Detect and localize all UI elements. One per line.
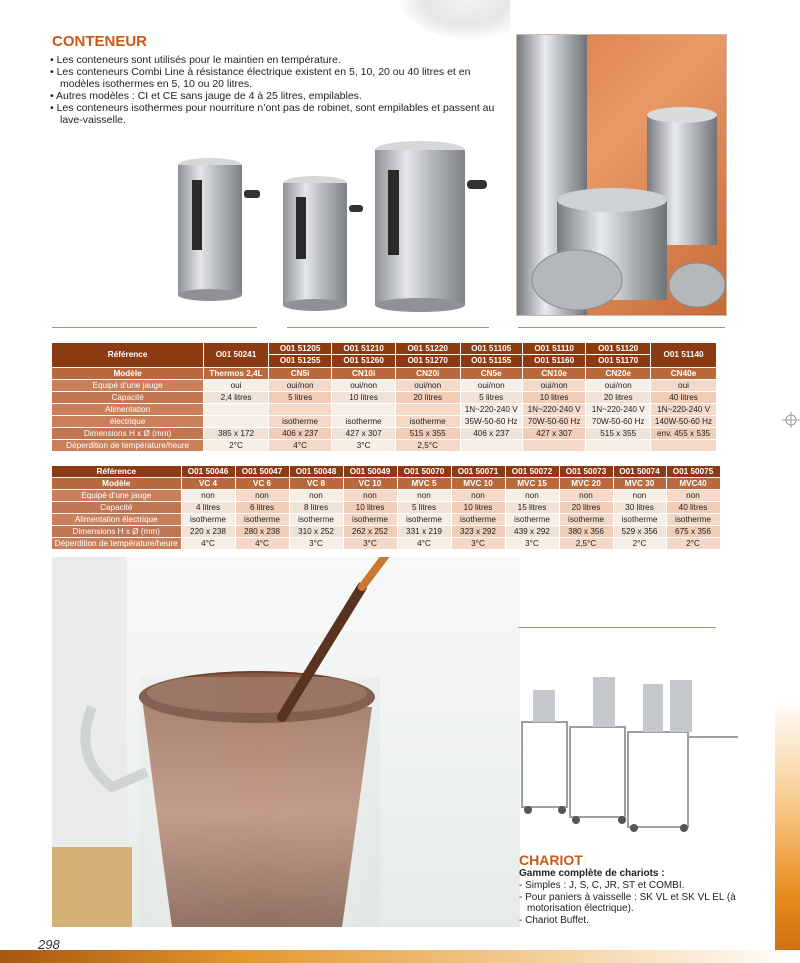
bullet-item: • Les conteneurs Combi Line à résistance électrique existent en 5, 10, 20 ou 40 litres et en modèles isothermes en 5, 10 ou 20 litres. bbox=[50, 66, 500, 90]
reference-cell: O01 50047 bbox=[235, 466, 289, 478]
model-cell: CN10e bbox=[522, 368, 586, 380]
table-cell: 2,4 litres bbox=[204, 392, 269, 404]
table-cell bbox=[460, 440, 522, 452]
table-row bbox=[52, 440, 717, 452]
model-cell: MVC 10 bbox=[451, 478, 505, 490]
row-label: Déperdition de température/heure bbox=[52, 440, 204, 452]
table-cell: env. 455 x 535 bbox=[651, 428, 717, 440]
divider-line bbox=[287, 327, 489, 328]
table-cell bbox=[522, 440, 586, 452]
table-row bbox=[52, 526, 720, 538]
reference-cell: O01 51120 bbox=[586, 343, 651, 355]
table-cell: 2°C bbox=[204, 440, 269, 452]
chariot-title: CHARIOT bbox=[519, 852, 583, 868]
table-cell: 5 litres bbox=[397, 502, 451, 514]
table-cell: 439 x 292 bbox=[505, 526, 559, 538]
table-cell bbox=[332, 404, 396, 416]
table-cell bbox=[204, 404, 269, 416]
table-cell: 3°C bbox=[289, 538, 343, 550]
table-cell: 3°C bbox=[505, 538, 559, 550]
reference-row bbox=[52, 466, 720, 478]
table-cell: 1N~220-240 V bbox=[586, 404, 651, 416]
model-cell: CN40e bbox=[651, 368, 717, 380]
table-cell: 331 x 219 bbox=[397, 526, 451, 538]
table-cell: oui/non bbox=[586, 380, 651, 392]
table-cell: isotherme bbox=[181, 514, 235, 526]
table-cell: 70W-50-60 Hz bbox=[522, 416, 586, 428]
table-cell: isotherme bbox=[666, 514, 720, 526]
reference-cell: O01 50070 bbox=[397, 466, 451, 478]
table-cell: 515 x 355 bbox=[395, 428, 460, 440]
model-cell: CN10i bbox=[332, 368, 396, 380]
table-cell: 10 litres bbox=[332, 392, 396, 404]
divider-line bbox=[518, 627, 716, 628]
model-cell: MVC 15 bbox=[505, 478, 559, 490]
table-cell: 2°C bbox=[613, 538, 666, 550]
table-cell: oui bbox=[204, 380, 269, 392]
table-cell: isotherme bbox=[395, 416, 460, 428]
table-cell: isotherme bbox=[235, 514, 289, 526]
table-cell: 406 x 237 bbox=[268, 428, 332, 440]
reference-cell: O01 51155 bbox=[460, 355, 522, 368]
reference-cell: O01 51110 bbox=[522, 343, 586, 355]
chariot-subtitle: Gamme complète de chariots : bbox=[519, 868, 665, 879]
table-cell: 30 litres bbox=[613, 502, 666, 514]
table-cell: 5 litres bbox=[460, 392, 522, 404]
table-cell: 1N~220-240 V bbox=[651, 404, 717, 416]
table-cell: 2,5°C bbox=[559, 538, 613, 550]
table-cell: 4°C bbox=[268, 440, 332, 452]
reference-cell: O01 51220 bbox=[395, 343, 460, 355]
table-cell: 8 litres bbox=[289, 502, 343, 514]
bullet-item: • Les conteneurs isothermes pour nourriture n’ont pas de robinet, sont empilables et passent au lave-vaisselle. bbox=[50, 102, 500, 126]
table-cell: 4°C bbox=[181, 538, 235, 550]
table-row bbox=[52, 538, 720, 550]
table-cell: 1N~220-240 V bbox=[522, 404, 586, 416]
row-label: Dimensions H x Ø (mm) bbox=[52, 428, 204, 440]
table-cell: 323 x 292 bbox=[451, 526, 505, 538]
row-label: électrique bbox=[52, 416, 204, 428]
table-cell: 35W-50-60 Hz bbox=[460, 416, 522, 428]
reference-cell: O01 51260 bbox=[332, 355, 396, 368]
row-label: Alimentation bbox=[52, 404, 204, 416]
model-cell: VC 8 bbox=[289, 478, 343, 490]
row-label: Capacité bbox=[52, 502, 181, 514]
table-row bbox=[52, 490, 720, 502]
table-cell: non bbox=[343, 490, 397, 502]
table-cell: 427 x 307 bbox=[522, 428, 586, 440]
row-label: Equipé d’une jauge bbox=[52, 490, 181, 502]
table-cell: non bbox=[289, 490, 343, 502]
table-cell: 3°C bbox=[451, 538, 505, 550]
table-cell: 280 x 238 bbox=[235, 526, 289, 538]
table-cell: 427 x 307 bbox=[332, 428, 396, 440]
reference-cell: O01 50073 bbox=[559, 466, 613, 478]
table-row bbox=[52, 380, 717, 392]
reference-cell: O01 51255 bbox=[268, 355, 332, 368]
model-cell: CN5e bbox=[460, 368, 522, 380]
table-cell: 675 x 356 bbox=[666, 526, 720, 538]
table-cell: isotherme bbox=[289, 514, 343, 526]
reference-cell: O01 51140 bbox=[651, 343, 717, 368]
model-cell: MVC 5 bbox=[397, 478, 451, 490]
table-cell: 4 litres bbox=[181, 502, 235, 514]
table-cell: isotherme bbox=[613, 514, 666, 526]
model-cell: CN20i bbox=[395, 368, 460, 380]
table-cell: 2,5°C bbox=[395, 440, 460, 452]
list-item: - Chariot Buffet. bbox=[519, 915, 759, 927]
model-cell: CN5i bbox=[268, 368, 332, 380]
model-cell: MVC40 bbox=[666, 478, 720, 490]
table-cell: 385 x 172 bbox=[204, 428, 269, 440]
model-cell: VC 10 bbox=[343, 478, 397, 490]
footer-gradient-bar bbox=[0, 950, 800, 963]
model-cell: VC 6 bbox=[235, 478, 289, 490]
chariot-list bbox=[519, 880, 759, 926]
table-cell: 15 litres bbox=[505, 502, 559, 514]
table-cell: 20 litres bbox=[559, 502, 613, 514]
table-cell: 3°C bbox=[343, 538, 397, 550]
stacked-containers-illustration bbox=[517, 35, 726, 315]
table-cell bbox=[204, 416, 269, 428]
model-row bbox=[52, 368, 717, 380]
table-cell: oui/non bbox=[332, 380, 396, 392]
reference-cell: O01 50074 bbox=[613, 466, 666, 478]
urn-containers-photo bbox=[170, 135, 500, 315]
table-cell: 20 litres bbox=[586, 392, 651, 404]
divider-line bbox=[518, 327, 725, 328]
table-cell: isotherme bbox=[505, 514, 559, 526]
table-cell: 10 litres bbox=[343, 502, 397, 514]
table-cell bbox=[268, 404, 332, 416]
row-label: Déperdition de température/heure bbox=[52, 538, 181, 550]
reference-cell: O01 51210 bbox=[332, 343, 396, 355]
reference-cell: O01 50048 bbox=[289, 466, 343, 478]
top-swoosh-decoration bbox=[400, 0, 510, 40]
list-item: - Simples : J, S, C, JR, ST et COMBI. bbox=[519, 880, 759, 892]
hot-chocolate-photo bbox=[52, 557, 520, 927]
reference-label: Référence bbox=[52, 466, 181, 478]
table-cell: non bbox=[613, 490, 666, 502]
reference-cell: O01 50075 bbox=[666, 466, 720, 478]
row-label: Dimensions H x Ø (mm) bbox=[52, 526, 181, 538]
reference-cell: O01 51270 bbox=[395, 355, 460, 368]
table-cell: oui/non bbox=[268, 380, 332, 392]
row-label: Equipé d’une jauge bbox=[52, 380, 204, 392]
table-cell: isotherme bbox=[268, 416, 332, 428]
table-cell: 5 litres bbox=[268, 392, 332, 404]
section-title: CONTENEUR bbox=[52, 33, 148, 50]
reference-cell: O01 51105 bbox=[460, 343, 522, 355]
table-cell: non bbox=[451, 490, 505, 502]
table-cell: 70W-50-60 Hz bbox=[586, 416, 651, 428]
reference-row bbox=[52, 343, 717, 355]
table-cell: 529 x 356 bbox=[613, 526, 666, 538]
table-cell: oui/non bbox=[395, 380, 460, 392]
model-label: Modèle bbox=[52, 478, 181, 490]
table-cell: 10 litres bbox=[451, 502, 505, 514]
reference-cell: O01 50046 bbox=[181, 466, 235, 478]
table-cell: isotherme bbox=[451, 514, 505, 526]
table-cell: non bbox=[235, 490, 289, 502]
model-cell: MVC 30 bbox=[613, 478, 666, 490]
table-cell: 406 x 237 bbox=[460, 428, 522, 440]
table-cell: non bbox=[397, 490, 451, 502]
table-cell: 4°C bbox=[397, 538, 451, 550]
hot-chocolate-illustration bbox=[52, 557, 520, 927]
table-cell: 3°C bbox=[332, 440, 396, 452]
table-cell: non bbox=[559, 490, 613, 502]
divider-line bbox=[52, 327, 257, 328]
table-cell: isotherme bbox=[343, 514, 397, 526]
table-cell: non bbox=[181, 490, 235, 502]
table-cell: 220 x 238 bbox=[181, 526, 235, 538]
table-cell bbox=[395, 404, 460, 416]
reference-cell: O01 51160 bbox=[522, 355, 586, 368]
table-cell: 380 x 356 bbox=[559, 526, 613, 538]
intro-bullets bbox=[50, 54, 500, 126]
table-cell: 4°C bbox=[235, 538, 289, 550]
table-row bbox=[52, 392, 717, 404]
table-cell: 1N~220-240 V bbox=[460, 404, 522, 416]
bullet-item: • Les conteneurs sont utilisés pour le maintien en température. bbox=[50, 54, 500, 66]
reference-cell: O01 50071 bbox=[451, 466, 505, 478]
row-label: Alimentation électrique bbox=[52, 514, 181, 526]
table-row bbox=[52, 502, 720, 514]
stacked-containers-photo bbox=[516, 34, 727, 316]
table-cell: isotherme bbox=[397, 514, 451, 526]
table-cell: 140W-50-60 Hz bbox=[651, 416, 717, 428]
trolley-photo bbox=[518, 672, 743, 832]
row-label: Capacité bbox=[52, 392, 204, 404]
table-cell bbox=[586, 440, 651, 452]
table-row bbox=[52, 428, 717, 440]
table-cell: 40 litres bbox=[666, 502, 720, 514]
table-cell: isotherme bbox=[332, 416, 396, 428]
table-cell: oui/non bbox=[460, 380, 522, 392]
spec-table-isotherm bbox=[52, 466, 721, 550]
reference-cell: O01 50241 bbox=[204, 343, 269, 368]
model-cell: CN20e bbox=[586, 368, 651, 380]
table-row bbox=[52, 514, 720, 526]
model-row bbox=[52, 478, 720, 490]
table-cell: 40 litres bbox=[651, 392, 717, 404]
list-item: - Pour paniers à vaisselle : SK VL et SK VL EL (à motorisation électrique). bbox=[519, 892, 759, 915]
page-number: 298 bbox=[38, 937, 60, 952]
table-cell: isotherme bbox=[559, 514, 613, 526]
table-row bbox=[52, 416, 717, 428]
reference-cell: O01 50049 bbox=[343, 466, 397, 478]
table-cell: oui bbox=[651, 380, 717, 392]
spec-table-combi-line bbox=[52, 343, 717, 452]
table-cell: 515 x 355 bbox=[586, 428, 651, 440]
table-cell bbox=[651, 440, 717, 452]
model-cell: MVC 20 bbox=[559, 478, 613, 490]
side-gradient-decoration bbox=[775, 700, 800, 963]
table-cell: 10 litres bbox=[522, 392, 586, 404]
table-cell: 6 litres bbox=[235, 502, 289, 514]
table-cell: 262 x 252 bbox=[343, 526, 397, 538]
model-cell: Thermos 2,4L bbox=[204, 368, 269, 380]
table-cell: non bbox=[666, 490, 720, 502]
reference-label: Référence bbox=[52, 343, 204, 368]
reference-cell: O01 51170 bbox=[586, 355, 651, 368]
model-label: Modèle bbox=[52, 368, 204, 380]
table-cell: 2°C bbox=[666, 538, 720, 550]
table-cell: non bbox=[505, 490, 559, 502]
crop-mark-icon bbox=[782, 412, 800, 428]
table-cell: 20 litres bbox=[395, 392, 460, 404]
model-cell: VC 4 bbox=[181, 478, 235, 490]
reference-cell: O01 50072 bbox=[505, 466, 559, 478]
reference-cell: O01 51205 bbox=[268, 343, 332, 355]
table-row bbox=[52, 404, 717, 416]
bullet-item: • Autres modèles : CI et CE sans jauge de 4 à 25 litres, empilables. bbox=[50, 90, 500, 102]
table-cell: 310 x 252 bbox=[289, 526, 343, 538]
table-cell: oui/non bbox=[522, 380, 586, 392]
